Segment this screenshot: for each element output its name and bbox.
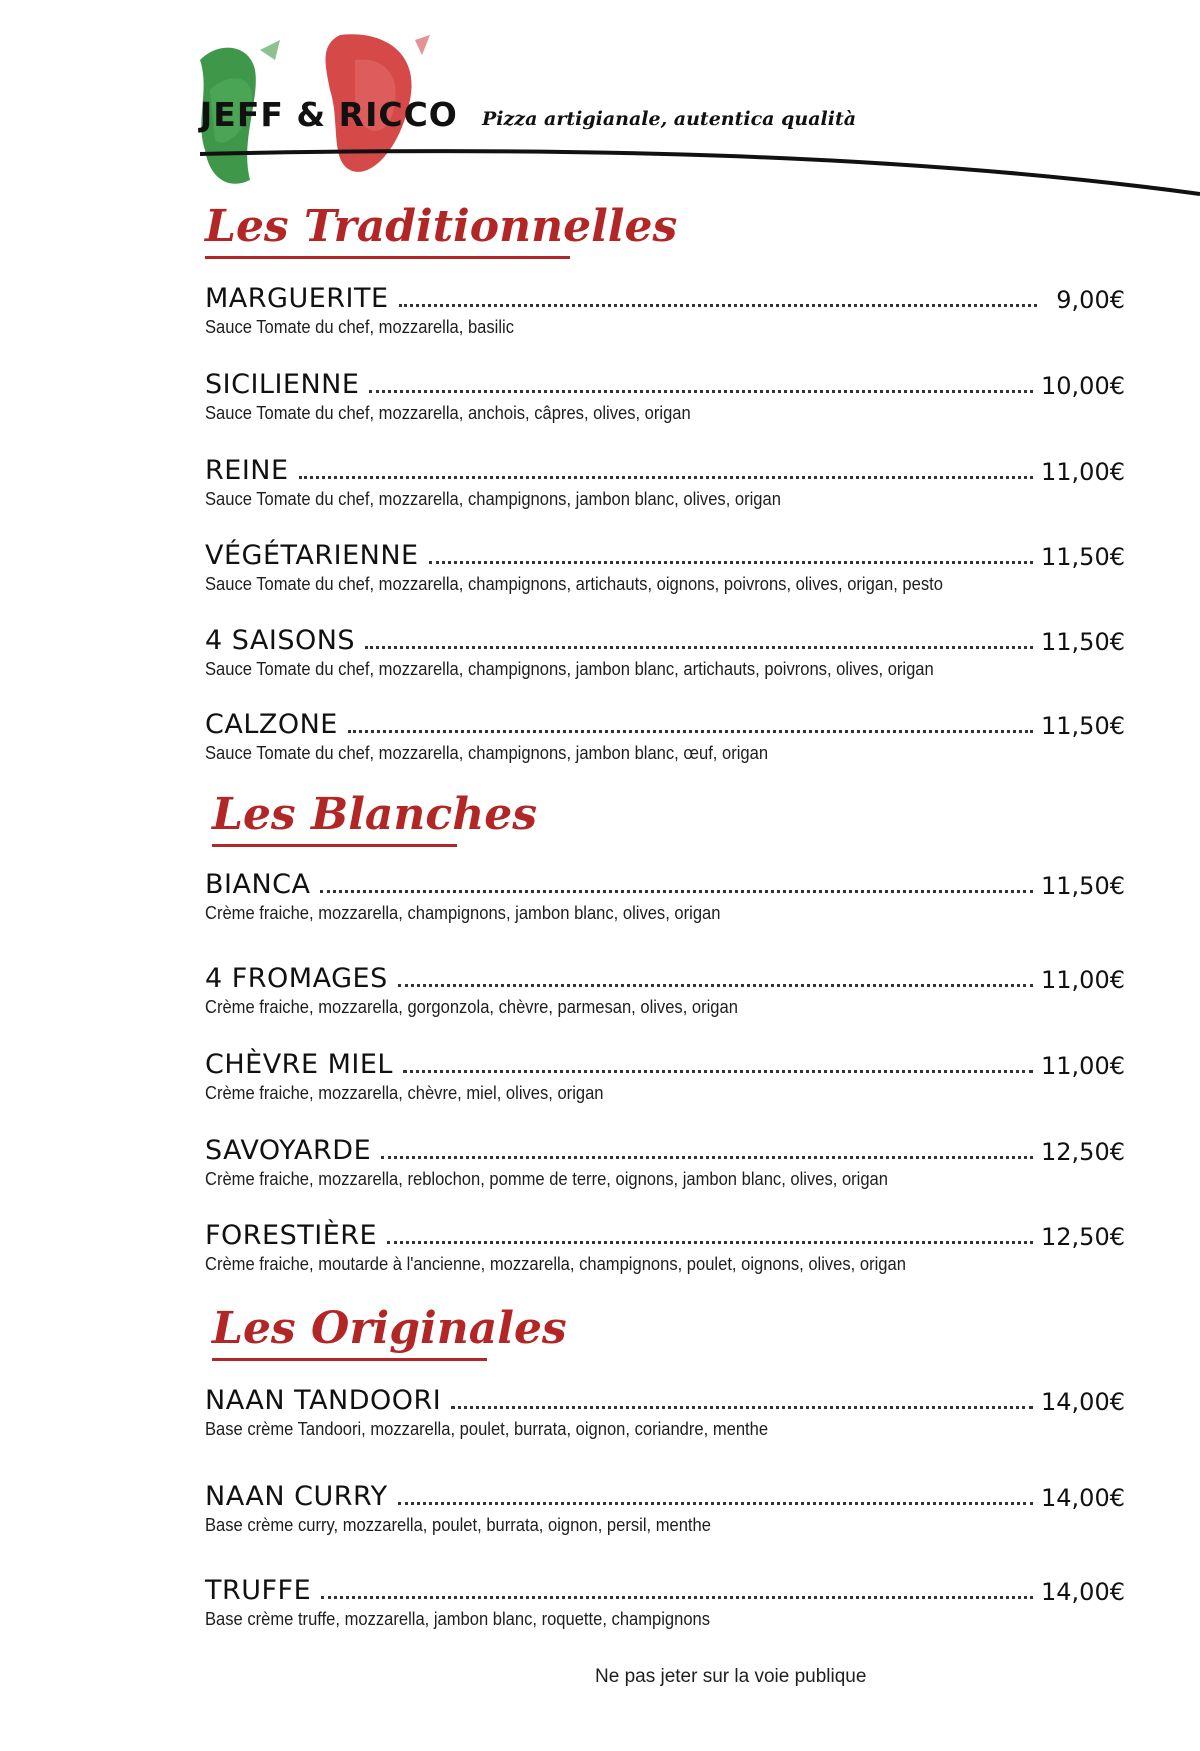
- brand-tagline: Pizza artigianale, autentica qualità: [482, 108, 857, 130]
- menu-item: [205, 1474, 1125, 1544]
- item-description: Sauce Tomate du chef, mozzarella, basilic: [205, 317, 514, 337]
- item-name: 4 FROMAGES: [205, 963, 388, 994]
- menu-item: [205, 362, 1125, 432]
- section-underline: [205, 256, 570, 259]
- item-name: SAVOYARDE: [205, 1135, 372, 1166]
- menu-item: [205, 276, 1125, 346]
- item-price: 11,50€: [1041, 872, 1125, 900]
- item-name: VÉGÉTARIENNE: [205, 540, 419, 571]
- dot-leader: [399, 304, 1037, 307]
- item-name: NAAN TANDOORI: [205, 1385, 442, 1416]
- item-description: Base crème curry, mozzarella, poulet, burrata, oignon, persil, menthe: [205, 1515, 711, 1535]
- section-title-originales: Les Originales: [212, 1303, 567, 1354]
- dot-leader: [398, 984, 1033, 987]
- dot-leader: [299, 476, 1033, 479]
- item-description: Crème fraiche, mozzarella, chèvre, miel, olives, origan: [205, 1083, 604, 1103]
- dot-leader: [451, 1406, 1033, 1409]
- item-price: 14,00€: [1041, 1578, 1125, 1606]
- item-price: 11,00€: [1041, 1052, 1125, 1080]
- item-price: 11,50€: [1041, 543, 1125, 571]
- menu-item: [205, 862, 1125, 932]
- item-name: SICILIENNE: [205, 369, 360, 400]
- menu-item: [205, 448, 1125, 518]
- item-name: MARGUERITE: [205, 283, 389, 314]
- item-description: Crème fraiche, mozzarella, champignons, jambon blanc, olives, origan: [205, 903, 721, 923]
- item-description: Crème fraiche, mozzarella, reblochon, pomme de terre, oignons, jambon blanc, olives, origan: [205, 1169, 888, 1189]
- dot-leader: [365, 646, 1033, 649]
- section-title-traditionnelles: Les Traditionnelles: [205, 201, 678, 252]
- section-underline: [212, 844, 457, 847]
- item-price: 11,00€: [1041, 966, 1125, 994]
- item-description: Sauce Tomate du chef, mozzarella, champignons, jambon blanc, olives, origan: [205, 489, 781, 509]
- dot-leader: [429, 561, 1033, 564]
- item-name: FORESTIÈRE: [205, 1220, 378, 1251]
- menu-item: [205, 956, 1125, 1026]
- menu-item: [205, 1568, 1125, 1638]
- item-name: 4 SAISONS: [205, 625, 356, 656]
- item-price: 11,50€: [1041, 628, 1125, 656]
- item-description: Crème fraiche, mozzarella, gorgonzola, chèvre, parmesan, olives, origan: [205, 997, 738, 1017]
- section-title-blanches: Les Blanches: [212, 789, 537, 840]
- item-name: NAAN CURRY: [205, 1481, 388, 1512]
- menu-item: [205, 618, 1125, 688]
- dot-leader: [320, 890, 1033, 893]
- dot-leader: [321, 1596, 1033, 1599]
- menu-item: [205, 1378, 1125, 1448]
- menu-item: [205, 1213, 1125, 1283]
- item-price: 14,00€: [1041, 1388, 1125, 1416]
- item-price: 9,00€: [1056, 286, 1125, 314]
- dot-leader: [369, 390, 1033, 393]
- menu-item: [205, 1128, 1125, 1198]
- item-price: 12,50€: [1041, 1223, 1125, 1251]
- item-description: Sauce Tomate du chef, mozzarella, anchois, câpres, olives, origan: [205, 403, 691, 423]
- item-price: 10,00€: [1041, 372, 1125, 400]
- item-description: Sauce Tomate du chef, mozzarella, champignons, jambon blanc, artichauts, poivrons, olives, origan: [205, 659, 934, 679]
- item-description: Base crème truffe, mozzarella, jambon blanc, roquette, champignons: [205, 1609, 711, 1629]
- dot-leader: [403, 1070, 1033, 1073]
- dot-leader: [381, 1156, 1033, 1159]
- item-price: 12,50€: [1041, 1138, 1125, 1166]
- item-name: REINE: [205, 455, 289, 486]
- item-price: 11,00€: [1041, 458, 1125, 486]
- item-description: Base crème Tandoori, mozzarella, poulet, burrata, oignon, coriandre, menthe: [205, 1419, 769, 1439]
- footer-note: Ne pas jeter sur la voie publique: [595, 1666, 867, 1687]
- item-price: 11,50€: [1041, 712, 1125, 740]
- item-name: TRUFFE: [205, 1575, 312, 1606]
- item-price: 14,00€: [1041, 1484, 1125, 1512]
- item-name: BIANCA: [205, 869, 311, 900]
- item-name: CALZONE: [205, 709, 338, 740]
- item-description: Crème fraiche, moutarde à l'ancienne, mozzarella, champignons, poulet, oignons, olives, origan: [205, 1254, 906, 1274]
- dot-leader: [348, 730, 1033, 733]
- header-rule: [200, 148, 1200, 198]
- menu-item: [205, 1042, 1125, 1112]
- item-name: CHÈVRE MIEL: [205, 1049, 393, 1080]
- menu-item: [205, 533, 1125, 603]
- item-description: Sauce Tomate du chef, mozzarella, champignons, artichauts, oignons, poivrons, olives, origan, pesto: [205, 574, 943, 594]
- section-underline: [212, 1358, 487, 1361]
- dot-leader: [387, 1241, 1033, 1244]
- menu-item: [205, 702, 1125, 772]
- brand-name: JEFF & RICCO: [200, 95, 458, 134]
- dot-leader: [398, 1502, 1033, 1505]
- item-description: Sauce Tomate du chef, mozzarella, champignons, jambon blanc, œuf, origan: [205, 743, 769, 763]
